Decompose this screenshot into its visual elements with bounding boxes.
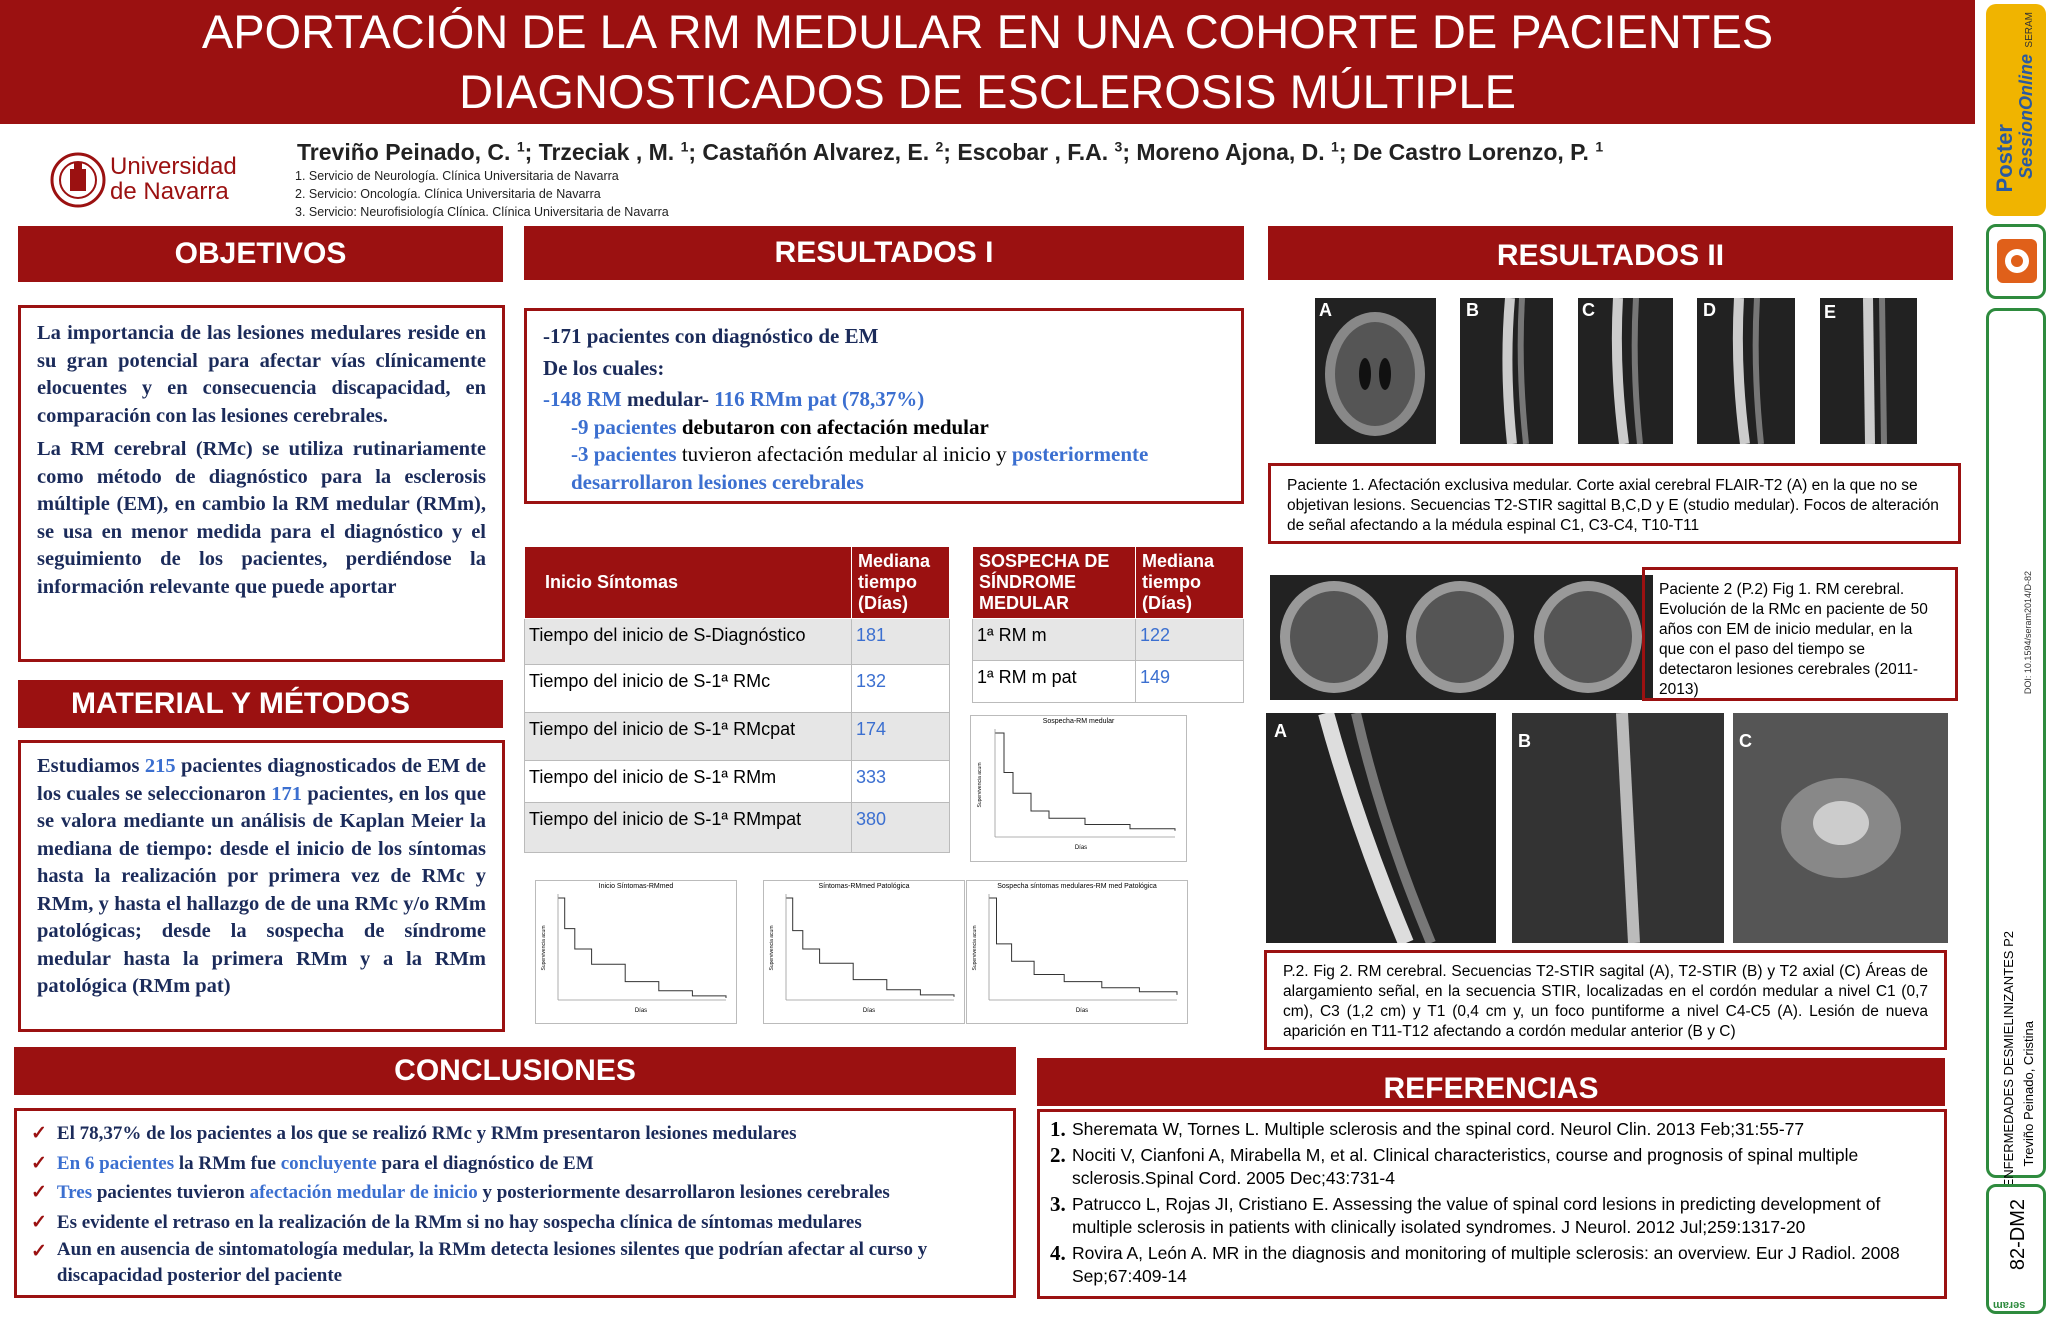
km-plot-2-ylabel: Supervivencia acum: [541, 925, 547, 971]
km-plot-4-svg: [967, 890, 1183, 1016]
conclusiones-heading: CONCLUSIONES: [14, 1047, 1016, 1095]
km-plot-4-ylabel: Supervivencia acum: [972, 925, 978, 971]
conclusion-3: ✓ Tres pacientes tuvieron afectación medular de inicio y posteriormente desarrollaron lesiones cerebrales: [31, 1182, 890, 1203]
table-sospecha-sindrome: [972, 546, 1244, 703]
check-icon: ✓: [31, 1123, 47, 1144]
res1-line3: -148 RM medular- 116 RMm pat (78,37%): [543, 387, 925, 411]
mri-p2-label-c: C: [1739, 731, 1752, 751]
table-inicio-sintomas: [524, 546, 950, 853]
res1-line4: -9 pacientes debutaron con afectación medular: [571, 414, 989, 439]
mri-axial-series: [1270, 575, 1653, 700]
metodos-t3: pacientes, en los que se valora mediante un análisis de Kaplan Meier la mediana de tiempo: desde el inicio de los síntomas hasta la realización por primera vez de RMc y RMm, y hasta el hallazgo de de una RMc y/o RMm patológicas; desde la sospecha de síndrome medular hasta la primera RMm y a la RMm patológica (RMm pat): [37, 782, 486, 997]
check-icon: ✓: [31, 1211, 47, 1233]
reference-2: 2. Nociti V, Cianfoni A, Mirabella M, et al. Clinical characteristics, course and prognosis of spinal multiple sclerosis.Spinal Cord. 2005 Dec;43:731-4: [1050, 1143, 1859, 1188]
side-info-box: [1986, 308, 2046, 1188]
side-brand-poster: Poster: [1992, 124, 2017, 193]
km-plot-3-svg: [764, 890, 960, 1016]
resultados2-heading: RESULTADOS II: [1268, 226, 1953, 280]
side-doi: DOI: 10.1594/seram2014/D-82: [2023, 571, 2033, 695]
affiliations: [295, 167, 669, 221]
mri-label-a: A: [1319, 300, 1332, 320]
logo-text-2: de Navarra: [110, 178, 229, 205]
side-author: Treviño Peinado, Cristina: [2021, 1021, 2036, 1167]
author-5: ; Moreno Ajona, D. $^1$: [1122, 138, 1339, 165]
mri-sagittal-e: [1820, 298, 1917, 444]
km-plot-2: [535, 880, 737, 1024]
km-plot-3: [763, 880, 965, 1024]
conclusion-4: ✓ Es evidente el retraso en la realización de la RMm si no hay sospecha clínica de síntomas medulares: [31, 1211, 862, 1233]
author-2: ; Trzeciak , M. $^1$: [524, 138, 689, 165]
reference-4: 4. Rovira A, León A. MR in the diagnosis and monitoring of multiple sclerosis: an overview. Eur J Radiol. 2008 Sep;67:409-14: [1050, 1241, 1900, 1286]
mri-label-c: C: [1582, 300, 1595, 320]
km-plot-1: [970, 715, 1187, 862]
seram-logo-icon: [1997, 239, 2037, 283]
table1-header: [525, 547, 950, 619]
side-seram: seram: [1993, 1299, 2026, 1311]
conclusion-5: ✓ Aun en ausencia de sintomatología medular, la RMm detecta lesiones silentes que podrían afectar al curso y discapacidad posterior del paciente: [31, 1237, 999, 1289]
table-row: Tiempo del inicio de S-1ª RMm 333: [525, 761, 950, 803]
km-plot-1-ylabel: Supervivencia acum: [977, 762, 983, 808]
km-plot-4-title: Sospecha síntomas medulares-RM med Patológica: [997, 883, 1157, 890]
metodos-box: [18, 740, 505, 1032]
side-topic: ENFERMEDADES DESMIELINIZANTES P2: [2001, 931, 2016, 1188]
author-4: ; Escobar , F.A. $^3$: [943, 138, 1123, 165]
km-curve-3: [786, 898, 954, 997]
affiliation-1: 1. Servicio de Neurología. Clínica Universitaria de Navarra: [295, 169, 619, 183]
metodos-t1: Estudiamos: [37, 755, 145, 777]
objetivos-box: [18, 305, 505, 662]
mri-sagittal-d: [1697, 298, 1795, 444]
km-curve-2: [558, 898, 726, 998]
objetivos-p2: La RM cerebral (RMc) se utiliza rutinariamente como método de diagnóstico para la esclerosis múltiple (EM), en cambio la RM medular (RMm), se usa en menor medida para el diagnóstico y el seguimiento de los pacientes, perdiéndose la información relevante que puede aportar: [37, 438, 486, 598]
affiliation-3: 3. Servicio: Neurofisiología Clínica. Clínica Universitaria de Navarra: [295, 205, 669, 219]
mri-label-d: D: [1703, 300, 1716, 320]
authors: [297, 138, 1603, 166]
side-code: 82-DM2: [2007, 1199, 2029, 1271]
mri-label-e: E: [1824, 302, 1837, 322]
table2-h1: SOSPECHA DE SÍNDROME MEDULAR: [973, 547, 1136, 619]
table-row: Tiempo del inicio de S-1ª RMc 132: [525, 665, 950, 713]
km-plot-3-title: Síntomas-RMmed Patológica: [818, 883, 910, 890]
km-plot-2-svg: [536, 890, 732, 1016]
university-logo: [50, 145, 240, 215]
res1-line2: De los cuales:: [543, 355, 665, 380]
km-curve-4: [989, 898, 1177, 995]
mri-p2-axial-c: [1733, 713, 1948, 943]
side-brand-small: SERAM: [2024, 12, 2035, 48]
mri-p2-label-a: A: [1274, 721, 1287, 741]
table2-header: [973, 547, 1244, 619]
author-1: Treviño Peinado, C. $^1$: [297, 138, 525, 165]
mri-label-b: B: [1466, 300, 1479, 320]
table-row: Tiempo del inicio de S-1ª RMmpat 380: [525, 803, 950, 853]
table-row: Tiempo del inicio de S-Diagnóstico 181: [525, 619, 950, 665]
conclusion-1: ✓ El 78,37% de los pacientes a los que se realizó RMc y RMm presentaron lesiones medulares: [31, 1123, 797, 1144]
metodos-t2: pacientes diagnosticados de EM de los cuales se seleccionaron: [37, 755, 486, 805]
km-plot-4: [966, 880, 1188, 1024]
res1-line1: -171 pacientes con diagnóstico de EM: [543, 324, 879, 348]
check-icon: ✓: [31, 1152, 47, 1174]
caption-paciente2-fig1: Paciente 2 (P.2) Fig 1. RM cerebral. Evolución de la RMc en paciente de 50 años con EM de inicio medular, en la que con el paso del tiempo se detectaron lesiones cerebrales (2011-2013): [1642, 567, 1958, 701]
km-plot-4-xlabel: Días: [1075, 1008, 1089, 1014]
side-brand-box: [1986, 4, 2046, 216]
mri-p2-sagittal-a: [1266, 713, 1496, 943]
km-plot-2-xlabel: Días: [634, 1008, 648, 1014]
affiliation-2: 2. Servicio: Oncología. Clínica Universitaria de Navarra: [295, 187, 601, 201]
conclusiones-box: [14, 1108, 1016, 1298]
check-icon: ✓: [31, 1182, 47, 1203]
table-row: 1ª RM m pat 149: [973, 661, 1244, 703]
mri-sagittal-b: [1460, 298, 1553, 444]
referencias-heading: REFERENCIAS: [1037, 1058, 1945, 1106]
km-plot-1-xlabel: Días: [1074, 845, 1088, 851]
conclusion-2: ✓ En 6 pacientes la RMm fue concluyente para el diagnóstico de EM: [31, 1152, 594, 1174]
metodos-heading: MATERIAL Y MÉTODOS: [18, 680, 503, 728]
mri-p2-sagittal-b: [1512, 713, 1724, 943]
mri-p2-label-b: B: [1518, 731, 1531, 751]
caption-paciente1: Paciente 1. Afectación exclusiva medular. Corte axial cerebral FLAIR-T2 (A) en la que no se objetivan lesions. Secuencias T2-STIR sagittal B,C,D y E (studio medular). Focos de alteración de señal afectando a la médula espinal C1, C3-C4, T10-T11: [1268, 463, 1961, 544]
table2-h2: Mediana tiempo (Días): [1136, 547, 1244, 619]
university-seal-icon: [50, 145, 106, 215]
reference-1: 1. Sheremata W, Tornes L. Multiple sclerosis and the spinal cord. Neurol Clin. 2013 Feb;31:55-77: [1050, 1117, 1805, 1141]
side-logo-box: [1986, 224, 2046, 299]
km-plot-1-svg: [971, 725, 1181, 853]
objetivos-p1: La importancia de las lesiones medulares reside en su gran potencial para afectar vías clínicamente elocuentes y en consecuencia discapacidad, en comparación con las lesiones cerebrales.: [37, 322, 486, 427]
title-line-2: DIAGNOSTICADOS DE ESCLEROSIS MÚLTIPLE: [459, 65, 1516, 118]
mri-axial-a: [1315, 298, 1436, 444]
reference-3: 3. Patrucco L, Rojas JI, Cristiano E. Assessing the value of spinal cord lesions in predicting development of multiple sclerosis in patients with clinically isolated syndromes. J Neurol. 2012 Jul;259:1317-20: [1050, 1192, 1881, 1237]
res1-line5: -3 pacientes tuvieron afectación medular al inicio y posteriormente desarrollaron lesiones cerebrales: [571, 442, 1149, 494]
km-plot-1-title: Sospecha-RM medular: [1042, 718, 1115, 725]
side-code-box: [1986, 1184, 2046, 1314]
metodos-n1: 215: [144, 755, 176, 777]
table1-h1: Inicio Síntomas: [525, 547, 852, 619]
km-curve-1: [995, 733, 1175, 831]
table1-h2: Mediana tiempo (Días): [852, 547, 950, 619]
km-plot-2-title: Inicio Síntomas-RMmed: [598, 883, 674, 890]
table-row: Tiempo del inicio de S-1ª RMcpat 174: [525, 713, 950, 761]
check-icon: ✓: [31, 1241, 47, 1262]
caption-paciente2-fig2: P.2. Fig 2. RM cerebral. Secuencias T2-STIR sagital (A), T2-STIR (B) y T2 axial (C) Áreas de alargamiento señal, en la secuencia STIR, localizadas en el cordón medular a nivel C1 (0,7 cm), C3 (1,2 cm) y T1 (0,4 cm y, un foco puntiforme a nivel C4-C5 (A). Lesión de nueva aparición en T11-T12 afectando a cordón medular anterior (B y C): [1264, 950, 1947, 1050]
author-3: ; Castañón Alvarez, E. $^2$: [688, 138, 944, 165]
resultados1-box: [524, 308, 1244, 504]
metodos-n2: 171: [271, 782, 302, 805]
resultados1-heading: RESULTADOS I: [524, 226, 1244, 280]
title-banner: [0, 0, 1975, 124]
side-brand-session: SessionOnline: [2016, 54, 2036, 180]
referencias-box: [1037, 1109, 1947, 1299]
mri-sagittal-c: [1578, 298, 1673, 444]
objetivos-heading: OBJETIVOS: [18, 226, 503, 282]
km-plot-3-xlabel: Días: [862, 1008, 876, 1014]
title-line-1: APORTACIÓN DE LA RM MEDULAR EN UNA COHORTE DE PACIENTES: [201, 5, 1774, 58]
author-6: ; De Castro Lorenzo, P. $^1$: [1338, 138, 1604, 165]
logo-text-1: Universidad: [110, 153, 237, 180]
km-plot-3-ylabel: Supervivencia acum: [769, 925, 775, 971]
table-row: 1ª RM m 122: [973, 619, 1244, 661]
